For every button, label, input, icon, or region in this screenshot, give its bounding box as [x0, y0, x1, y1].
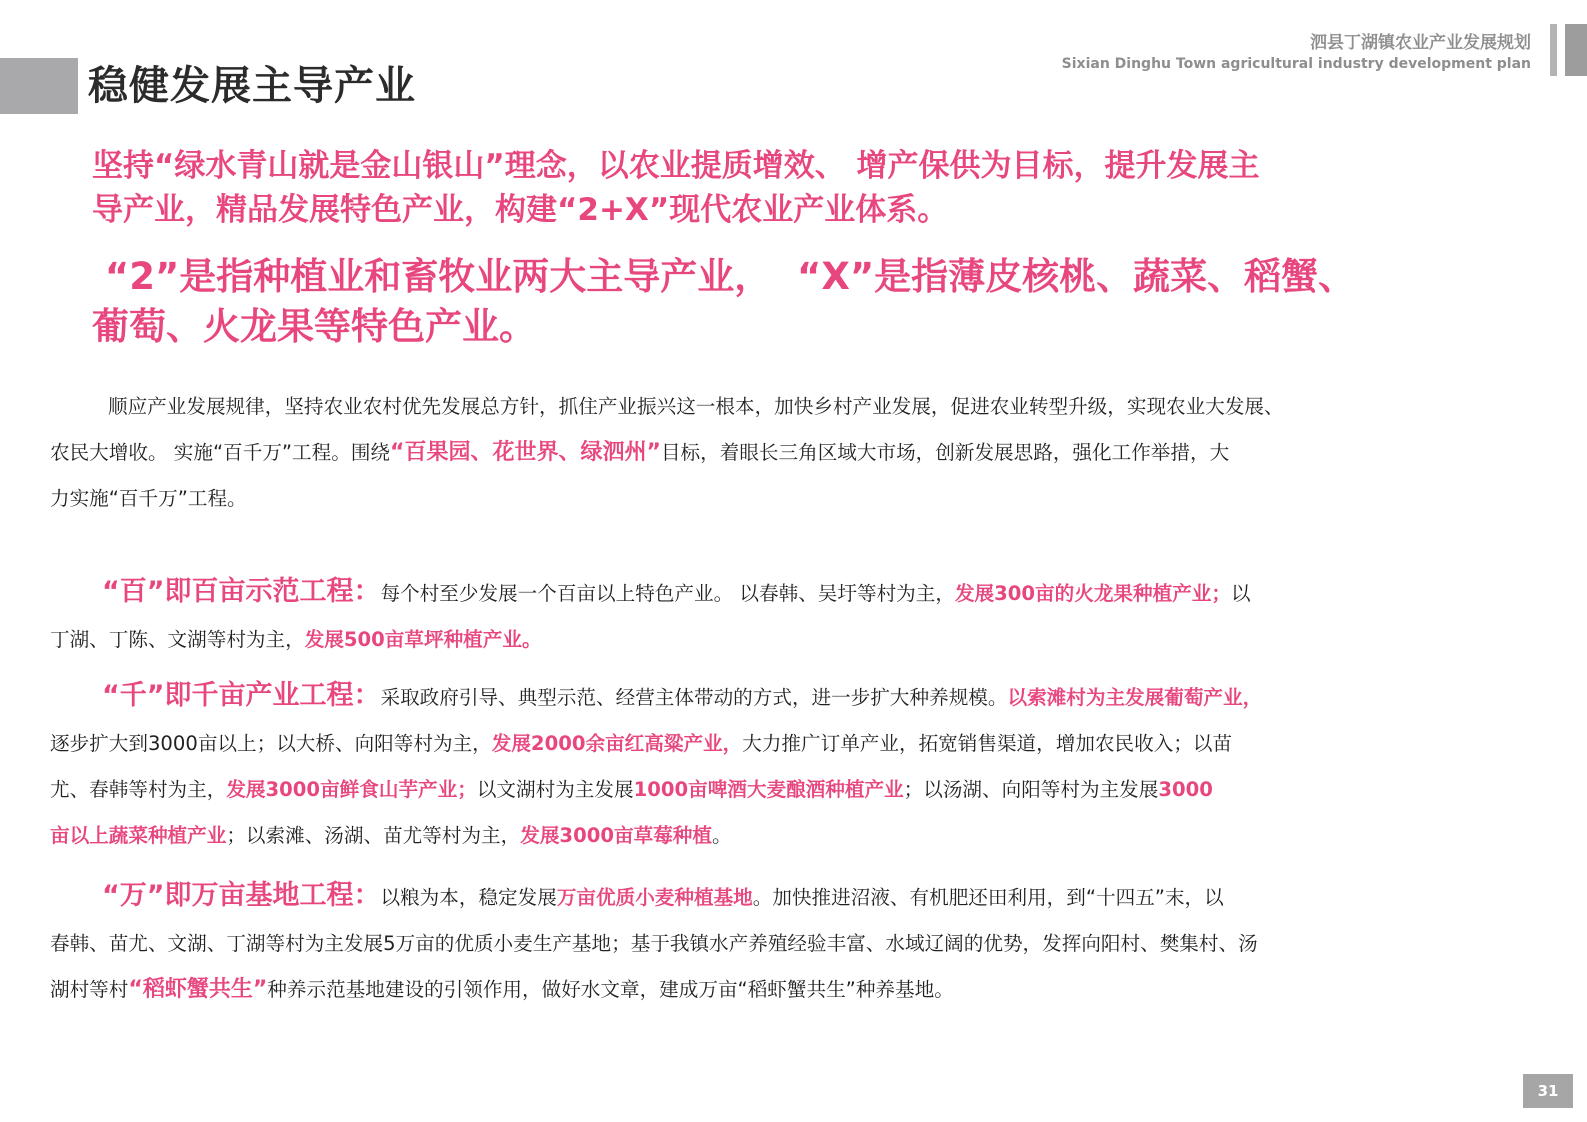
intro-goal-highlight: “百果园、花世界、绿泗州”	[390, 440, 661, 465]
qian-highlight: 3000	[1158, 778, 1213, 801]
lead-line-2: 导产业，精品发展特色产业，构建“2+X”现代农业产业体系。	[92, 192, 949, 228]
qian-text: ；以汤湖、向阳等村为主发展	[903, 778, 1159, 801]
lead-definition	[92, 252, 1552, 352]
qian-highlight: 亩以上蔬菜种植产业	[50, 824, 227, 847]
page-number: 31	[1523, 1074, 1573, 1108]
section-qian	[50, 673, 1530, 859]
bai-highlight: 发展500亩草坪种植产业。	[304, 628, 542, 651]
qian-highlight: 1000亩啤酒大麦酿酒种植产业	[633, 778, 904, 801]
qian-text: 大力推广订单产业，拓宽销售渠道，增加农民收入；以苗	[742, 732, 1233, 755]
qian-text: ；以索滩、汤湖、苗尤等村为主，	[226, 824, 521, 847]
intro-line-3: 力实施“百千万”工程。	[50, 487, 247, 510]
bai-line-1	[50, 569, 1530, 617]
bai-label: “百”即百亩示范工程：	[102, 576, 381, 607]
title-accent-block	[0, 58, 78, 114]
wan-line-3	[50, 967, 1530, 1013]
qian-highlight: 发展2000余亩红高粱产业，	[491, 732, 743, 755]
qian-highlight: 以索滩村为主发展葡萄产业，	[1007, 686, 1263, 709]
qian-text: 。	[711, 824, 732, 847]
intro-paragraph	[50, 384, 1530, 522]
qian-highlight: 发展3000亩鲜食山芋产业；	[226, 778, 477, 801]
wan-line-2: 春韩、苗尤、文湖、丁湖等村为主发展5万亩的优质小麦生产基地；基于我镇水产养殖经验丰富、水域辽阔的优势，发挥向阳村、樊集村、汤	[50, 932, 1258, 955]
document-title-en: Sixian Dinghu Town agricultural industry development plan	[1061, 56, 1531, 72]
section-wan	[50, 873, 1530, 1013]
qian-line-2	[50, 721, 1530, 767]
bai-highlight: 发展300亩的火龙果种植产业；	[954, 582, 1231, 605]
bai-text: 每个村至少发展一个百亩以上特色产业。 以春韩、吴圩等村为主，	[380, 582, 955, 605]
lead-line-1: 坚持“绿水青山就是金山银山”理念，以农业提质增效、 增产保供为目标，提升发展主	[92, 148, 1260, 184]
bai-text: 丁湖、丁陈、文湖等村为主，	[50, 628, 305, 651]
wan-highlight: “稻虾蟹共生”	[128, 977, 268, 1002]
wan-line-1	[50, 873, 1530, 921]
intro-line-1: 顺应产业发展规律，坚持农业农村优先发展总方针，抓住产业振兴这一根本，加快乡村产业发展，促进农业转型升级，实现农业大发展、	[108, 395, 1284, 418]
qian-label: “千”即千亩产业工程：	[102, 680, 381, 711]
wan-highlight: 万亩优质小麦种植基地	[556, 886, 753, 909]
qian-text: 以文湖村为主发展	[476, 778, 634, 801]
intro-text: 农民大增收。 实施“百千万”工程。围绕	[50, 441, 391, 464]
qian-text: 尤、春韩等村为主，	[50, 778, 227, 801]
page-title: 稳健发展主导产业	[88, 63, 416, 109]
wan-text: 以粮为本，稳定发展	[380, 886, 557, 909]
intro-line-2	[50, 430, 1530, 476]
qian-text: 采取政府引导、典型示范、经营主体带动的方式，进一步扩大种养规模。	[380, 686, 1008, 709]
qian-highlight: 发展3000亩草莓种植	[520, 824, 712, 847]
wan-text: 种养示范基地建设的引领作用，做好水文章，建成万亩“稻虾蟹共生”种养基地。	[267, 978, 954, 1001]
qian-text: 逐步扩大到3000亩以上；以大桥、向阳等村为主，	[50, 732, 492, 755]
qian-line-3	[50, 767, 1530, 813]
wan-text: 湖村等村	[50, 978, 129, 1001]
lead-statement	[92, 144, 1532, 232]
section-bai	[50, 569, 1530, 663]
wan-label: “万”即万亩基地工程：	[102, 880, 381, 911]
document-title-cn: 泗县丁湖镇农业产业发展规划	[1310, 33, 1531, 53]
wan-text: 。加快推进沼液、有机肥还田利用，到“十四五”末，以	[752, 886, 1224, 909]
document-header	[1062, 32, 1531, 74]
lead-line-4: 葡萄、火龙果等特色产业。	[92, 305, 536, 348]
bai-line-2	[50, 617, 1530, 663]
header-divider-bar	[1550, 24, 1557, 76]
bai-text: 以	[1230, 582, 1251, 605]
lead-line-3: “2”是指种植业和畜牧业两大主导产业， “X”是指薄皮核桃、蔬菜、稻蟹、	[92, 255, 1356, 298]
qian-line-1	[50, 673, 1530, 721]
header-edge-bar	[1565, 24, 1587, 76]
intro-text: 目标，着眼长三角区域大市场，创新发展思路，强化工作举措，大	[660, 441, 1230, 464]
qian-line-4	[50, 813, 1530, 859]
